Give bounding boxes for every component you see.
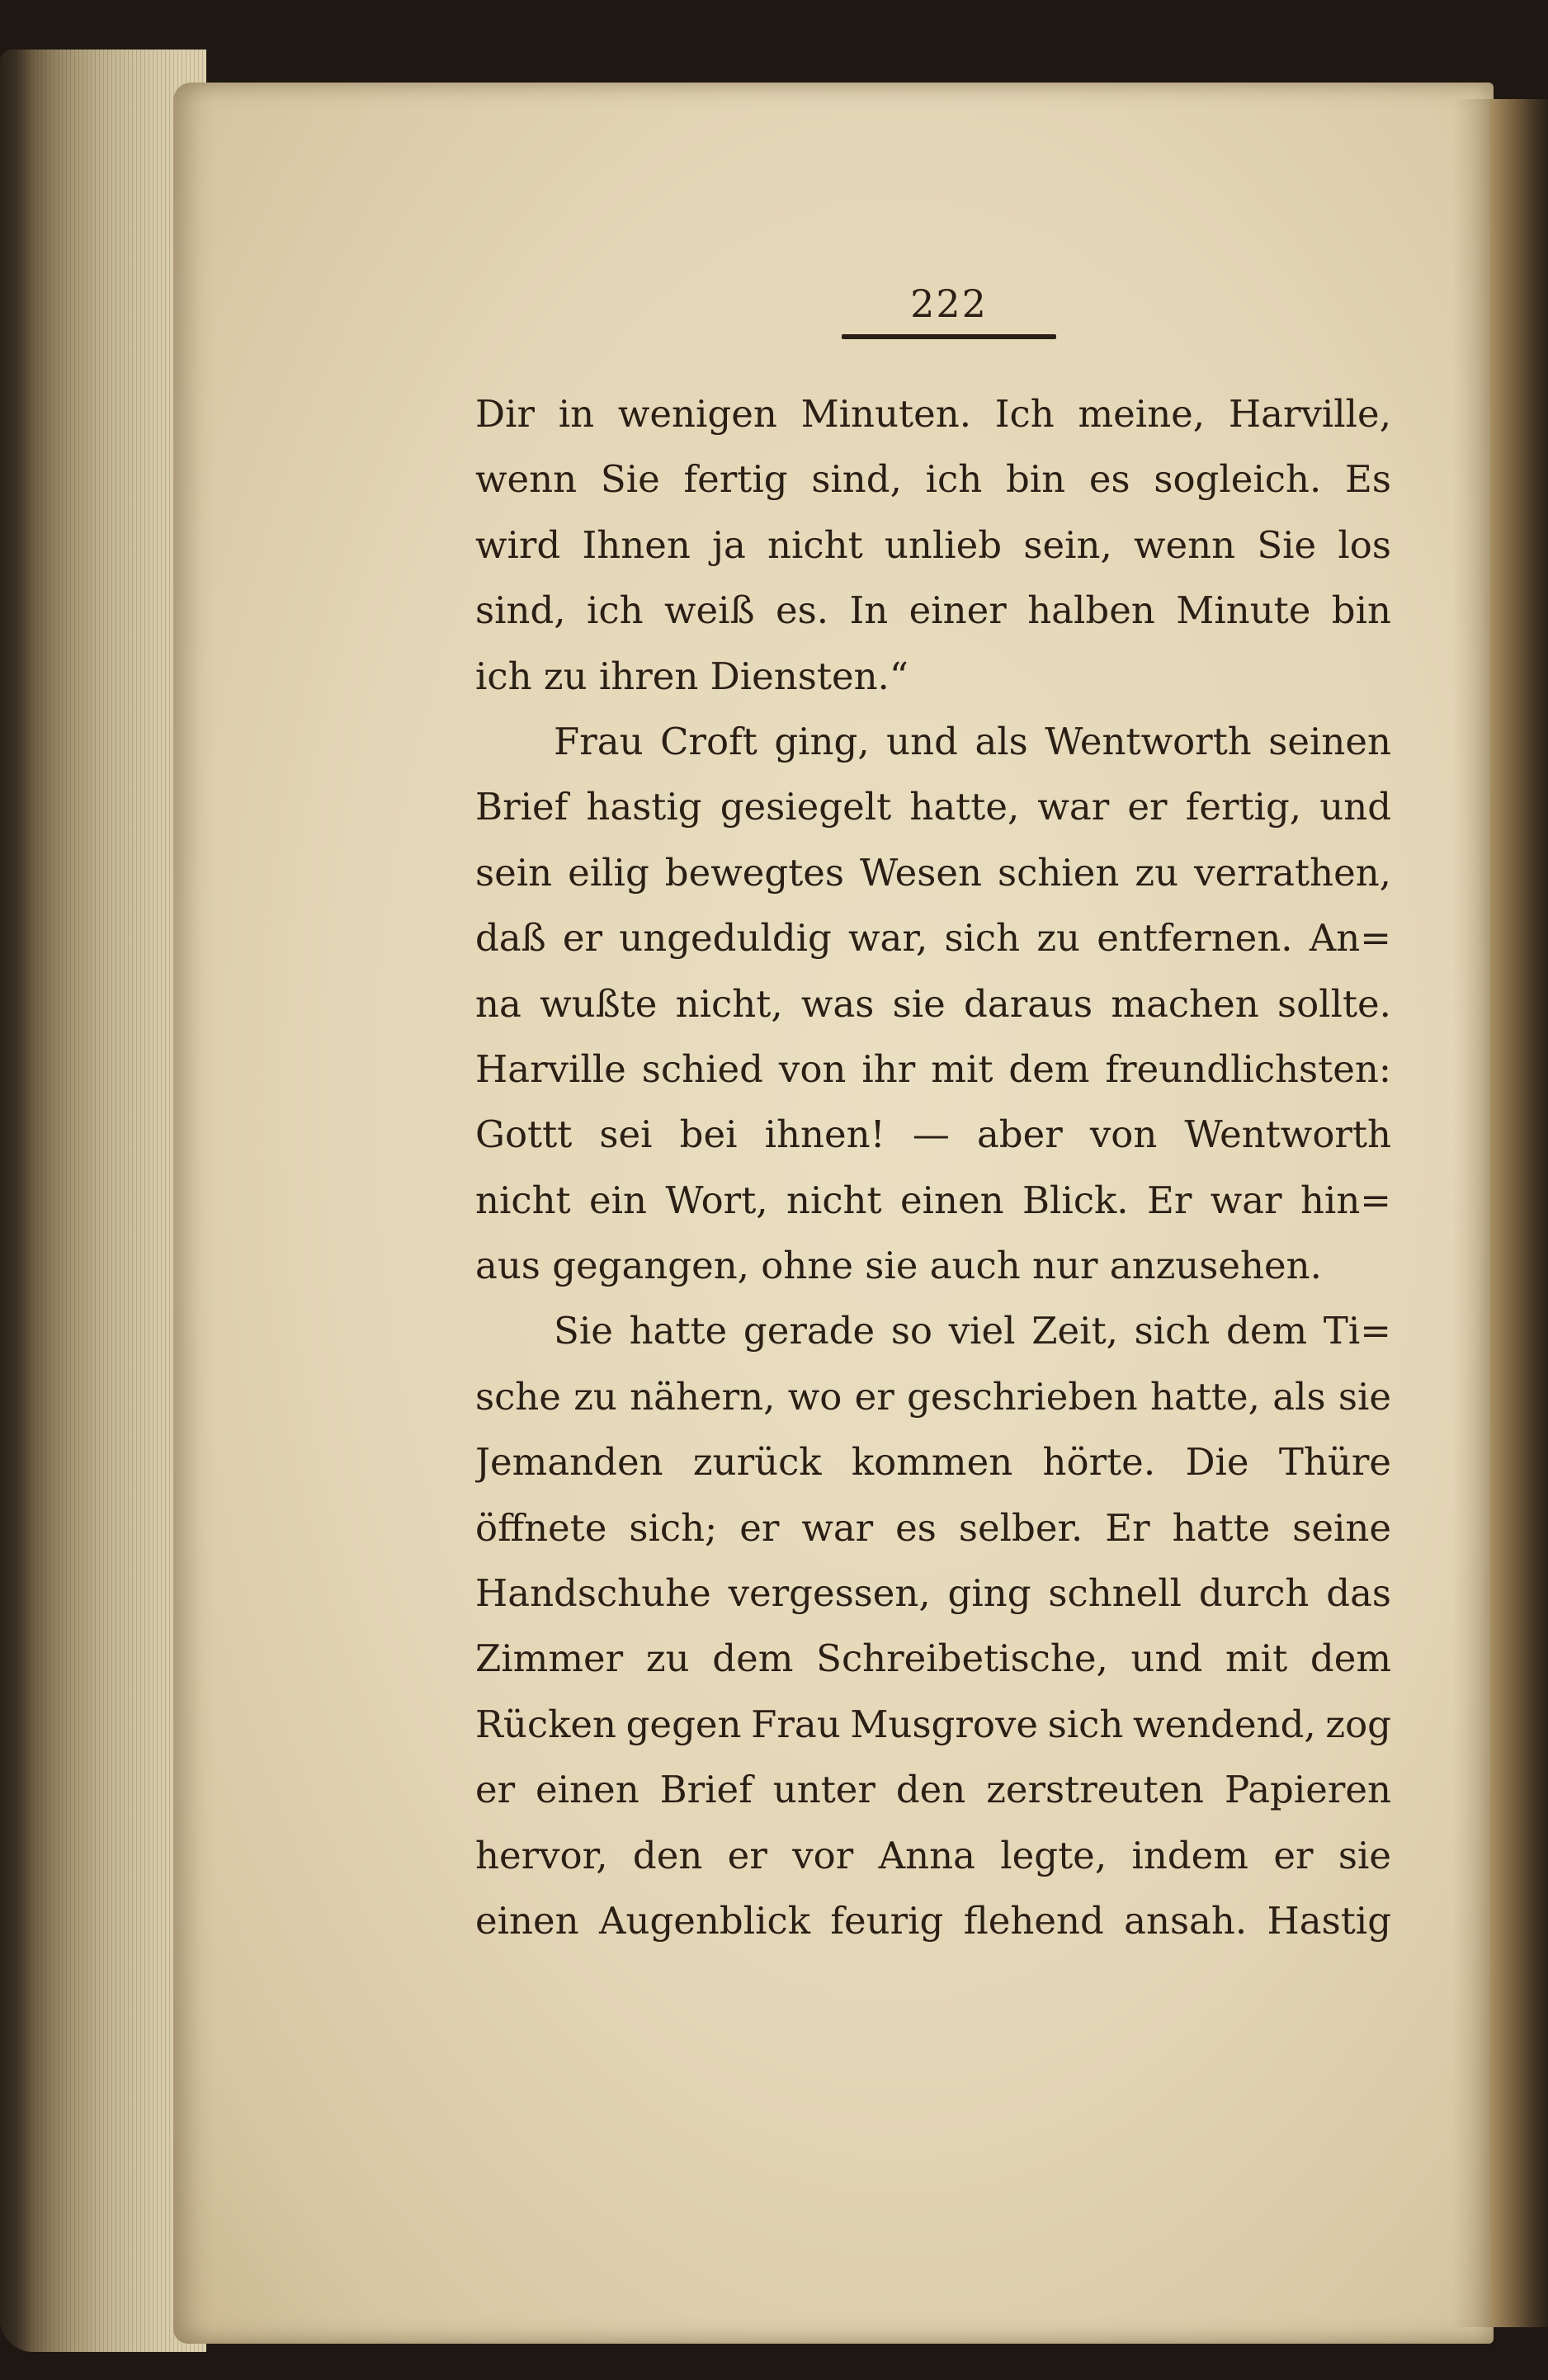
page-header (825, 281, 1073, 339)
text-line: daß er ungeduldig war, sich zu entfernen. An= (475, 916, 1391, 961)
right-page-edges (1490, 99, 1548, 2327)
text-line: Jemanden zurück kommen hörte. Die Thüre (475, 1440, 1391, 1485)
text-line: Handschuhe vergessen, ging schnell durch das (475, 1571, 1391, 1616)
text-line: einen Augenblick feurig flehend ansah. Hastig (475, 1898, 1391, 1943)
text-line: na wußte nicht, was sie daraus machen sollte. (475, 981, 1391, 1026)
text-line: Sie hatte gerade so viel Zeit, sich dem Ti= (554, 1309, 1391, 1353)
text-line: sind, ich weiß es. In einer halben Minute bin (475, 588, 1391, 633)
text-line: Zimmer zu dem Schreibetische, und mit dem (475, 1636, 1391, 1681)
paragraph (475, 709, 1391, 1299)
text-line: wird Ihnen ja nicht unlieb sein, wenn Sie los (475, 522, 1391, 567)
text-line: hervor, den er vor Anna legte, indem er sie (475, 1833, 1391, 1877)
text-line: Harville schied von ihr mit dem freundlichsten: (475, 1046, 1391, 1091)
text-line: Gottt sei bei ihnen! — aber von Wentworth (475, 1112, 1391, 1157)
text-line: ich zu ihren Diensten.“ (475, 654, 909, 698)
paragraph (475, 1298, 1391, 1953)
paragraph (475, 381, 1391, 709)
text-line: er einen Brief unter den zerstreuten Papieren (475, 1768, 1391, 1812)
text-line: Dir in wenigen Minuten. Ich meine, Harville, (475, 392, 1391, 436)
text-line: aus gegangen, ohne sie auch nur anzusehen. (475, 1244, 1322, 1288)
text-line: Frau Croft ging, und als Wentworth seinen (554, 719, 1391, 763)
text-line: nicht ein Wort, nicht einen Blick. Er war hin= (475, 1178, 1391, 1222)
header-rule (842, 334, 1056, 339)
text-line: Rücken gegen Frau Musgrove sich wendend, zog (475, 1702, 1391, 1746)
text-line: sche zu nähern, wo er geschrieben hatte, als sie (475, 1374, 1391, 1419)
page-number: 222 (910, 281, 988, 326)
text-line: öffnete sich; er war es selber. Er hatte seine (475, 1505, 1391, 1550)
text-line: sein eilig bewegtes Wesen schien zu verrathen, (475, 850, 1391, 895)
gutter-shadow (1452, 99, 1494, 2327)
text-line: Brief hastig gesiegelt hatte, war er fertig, und (475, 785, 1391, 829)
text-line: wenn Sie fertig sind, ich bin es sogleich. Es (475, 457, 1391, 502)
body-text (475, 381, 1391, 1953)
